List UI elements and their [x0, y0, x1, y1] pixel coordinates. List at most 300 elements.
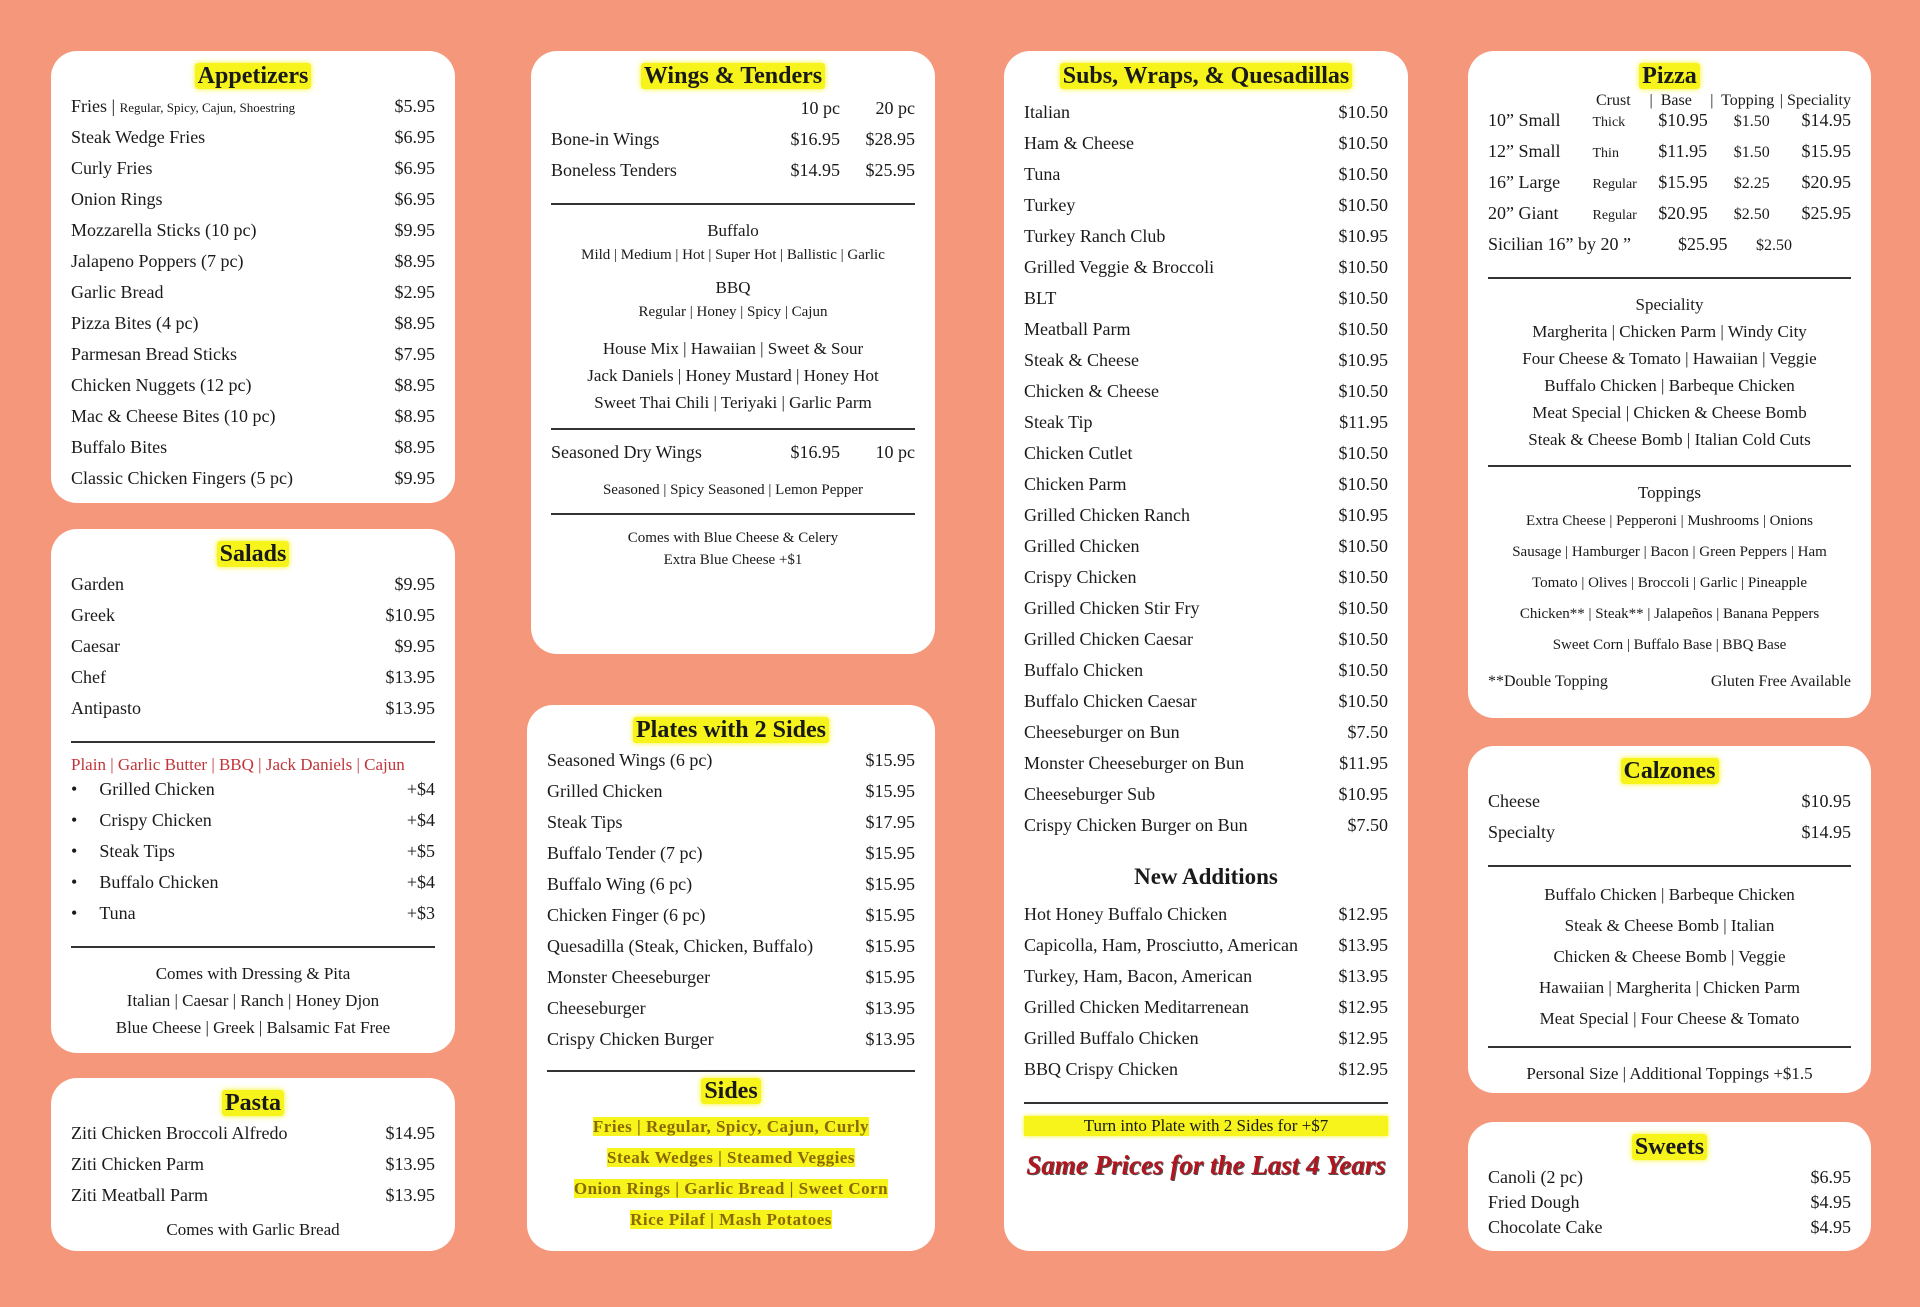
text-line: Tomato | Olives | Broccoli | Garlic | Pineapple [1531, 575, 1808, 591]
item-name: Steak Tip [1024, 412, 1093, 432]
item-name: Buffalo Chicken [99, 872, 219, 892]
section-title: Pizza [1488, 63, 1851, 90]
item-name: Quesadilla (Steak, Chicken, Buffalo) [547, 936, 814, 956]
item-name: Jalapeno Poppers (7 pc) [71, 251, 244, 271]
menu-item [71, 189, 435, 220]
item-name: Cheeseburger [547, 998, 646, 1018]
menu-item [1024, 226, 1388, 257]
item-name: Turkey [1024, 195, 1076, 215]
menu-item [71, 344, 435, 375]
item-price: $14.95 [1801, 822, 1851, 842]
item-price: $13.95 [1338, 966, 1388, 986]
menu-item [71, 127, 435, 158]
item-price: $13.95 [385, 1185, 435, 1205]
menu-item [1024, 629, 1388, 660]
menu-item [71, 220, 435, 251]
menu-item [1024, 257, 1388, 288]
pizza-card [1468, 51, 1871, 718]
menu-item [1488, 1192, 1851, 1217]
divider [551, 203, 915, 205]
item-name: BLT [1024, 288, 1057, 308]
item-price: $13.95 [385, 1154, 435, 1174]
item-price: $13.95 [865, 1029, 915, 1049]
menu-item [71, 468, 435, 499]
item-name: Mozzarella Sticks (10 pc) [71, 220, 257, 240]
slogan: Same Prices for the Last 4 Years [1026, 1150, 1386, 1180]
item-price: $10.50 [1338, 567, 1388, 587]
item-name: Crispy Chicken Burger [547, 1029, 714, 1049]
item-name: Curly Fries [71, 158, 153, 178]
item-name: Cheese [1488, 791, 1540, 811]
text-line: Hawaiian | Margherita | Chicken Parm [1539, 978, 1800, 997]
item-price: $10.95 [1338, 226, 1388, 246]
pizza-size: 16” Large [1488, 172, 1561, 192]
item-price: $15.95 [865, 874, 915, 894]
item-name: Grilled Chicken [547, 781, 663, 801]
item-name: Canoli (2 pc) [1488, 1167, 1583, 1187]
item-name: Crispy Chicken Burger on Bun [1024, 815, 1248, 835]
buffalo-title: Buffalo [707, 221, 759, 240]
item-price: $8.95 [394, 375, 435, 395]
menu-item [71, 406, 435, 437]
menu-item [71, 636, 435, 667]
text-line: Steak & Cheese Bomb | Italian Cold Cuts [1528, 430, 1811, 449]
item-price: $6.95 [394, 189, 435, 209]
pizza-size: Sicilian 16” by 20 ” [1488, 234, 1631, 254]
menu-item [551, 129, 915, 160]
menu-item [1024, 350, 1388, 381]
item-name: Classic Chicken Fingers (5 pc) [71, 468, 293, 488]
text-line: Jack Daniels | Honey Mustard | Honey Hot [587, 366, 879, 385]
menu-item [547, 967, 915, 998]
menu-item [71, 1185, 435, 1216]
pasta-card [51, 1078, 455, 1251]
pizza-base: $10.95 [1658, 110, 1708, 130]
text-line: Buffalo Chicken | Barbeque Chicken [1544, 376, 1795, 395]
dry-flavors: Seasoned | Spicy Seasoned | Lemon Pepper [602, 482, 864, 498]
section-title: Sweets [1488, 1134, 1851, 1161]
item-price: $10.95 [1801, 791, 1851, 811]
section-title: Subs, Wraps, & Quesadillas [1024, 63, 1388, 90]
item-name: Buffalo Wing (6 pc) [547, 874, 693, 894]
divider [1488, 865, 1851, 867]
text-line: Blue Cheese | Greek | Balsamic Fat Free [115, 1018, 391, 1037]
item-name: Antipasto [71, 698, 141, 718]
item-price: $8.95 [394, 251, 435, 271]
menu-item [1024, 412, 1388, 443]
menu-item [547, 936, 915, 967]
menu-item [1024, 164, 1388, 195]
item-price: $10.50 [1338, 660, 1388, 680]
pizza-size-row [1488, 203, 1851, 234]
bbq-flavors: Regular | Honey | Spicy | Cajun [638, 304, 828, 320]
item-price: $25.95 [865, 160, 915, 180]
item-price: $15.95 [865, 905, 915, 925]
item-price: $13.95 [865, 998, 915, 1018]
text-line: Comes with Dressing & Pita [155, 964, 351, 983]
sweets-card [1468, 1122, 1871, 1251]
item-price: $11.95 [1339, 753, 1388, 773]
pizza-size: 12” Small [1488, 141, 1561, 161]
text-line: Sausage | Hamburger | Bacon | Green Peppers | Ham [1512, 544, 1827, 560]
pizza-footnotes: **Double Topping Gluten Free Available [1488, 673, 1851, 690]
item-name: Specialty [1488, 822, 1555, 842]
menu-item [1024, 474, 1388, 505]
bbq-title: BBQ [715, 278, 751, 297]
item-name: Buffalo Chicken [1024, 660, 1144, 680]
item-price: $14.95 [385, 1123, 435, 1143]
item-price: $15.95 [865, 936, 915, 956]
item-price: $12.95 [1338, 997, 1388, 1017]
item-name: Meatball Parm [1024, 319, 1131, 339]
pizza-base: $11.95 [1658, 141, 1708, 161]
section-title: Wings & Tenders [551, 63, 915, 90]
item-price: $10.50 [1338, 536, 1388, 556]
sides-title: Sides [547, 1078, 915, 1105]
text-line: Sweet Thai Chili | Teriyaki | Garlic Parm [594, 393, 872, 412]
menu-item [71, 605, 435, 636]
item-price: $8.95 [394, 313, 435, 333]
item-name: Grilled Chicken [1024, 536, 1140, 556]
item-name: Turkey Ranch Club [1024, 226, 1166, 246]
menu-item [1488, 791, 1851, 822]
pizza-crust: Thick [1592, 115, 1626, 130]
item-name: Capicolla, Ham, Prosciutto, American [1024, 935, 1298, 955]
menu-item [547, 781, 915, 812]
item-name: Buffalo Bites [71, 437, 168, 457]
pasta-note: Comes with Garlic Bread [166, 1220, 340, 1239]
item-price: $9.95 [394, 574, 435, 594]
item-name: Cheeseburger on Bun [1024, 722, 1180, 742]
item-name: Monster Cheeseburger [547, 967, 711, 987]
item-price: $10.95 [1338, 784, 1388, 804]
item-name: Tuna [1024, 164, 1061, 184]
item-price: +$5 [406, 841, 435, 861]
text-line: Buffalo Chicken | Barbeque Chicken [1544, 885, 1795, 904]
pizza-base: $20.95 [1658, 203, 1708, 223]
divider [547, 1070, 915, 1072]
item-name: Chicken Parm [1024, 474, 1127, 494]
menu-item [71, 251, 435, 282]
divider [71, 946, 435, 948]
text-line: Rice Pilaf | Mash Potatoes [630, 1210, 832, 1229]
item-price: $4.95 [1810, 1192, 1851, 1212]
pizza-crust: Regular [1592, 177, 1637, 192]
menu-item [1024, 784, 1388, 815]
menu-item [71, 779, 435, 810]
pizza-size-row [1488, 110, 1851, 141]
menu-item [1488, 1167, 1851, 1192]
item-price: $17.95 [865, 812, 915, 832]
text-line: Italian | Caesar | Ranch | Honey Djon [126, 991, 380, 1010]
item-price: $10.50 [1338, 288, 1388, 308]
item-price: $9.95 [394, 220, 435, 240]
pizza-crust: Thin [1592, 146, 1619, 161]
text-line: Chicken & Cheese Bomb | Veggie [1553, 947, 1786, 966]
item-price: $10.95 [385, 605, 435, 625]
item-name: Bone-in Wings [551, 129, 660, 149]
text-line: Onion Rings | Garlic Bread | Sweet Corn [573, 1179, 889, 1198]
menu-item [547, 843, 915, 874]
item-price: $10.50 [1338, 102, 1388, 122]
menu-item [71, 667, 435, 698]
pizza-crust: Regular [1592, 208, 1637, 223]
menu-item [1024, 443, 1388, 474]
item-name: Steak Tips [547, 812, 623, 832]
new-additions-title: New Additions [1134, 864, 1278, 889]
menu-item [1024, 660, 1388, 691]
pizza-topping: $1.50 [1733, 144, 1770, 161]
menu-item [71, 1123, 435, 1154]
item-price: $10.50 [1338, 133, 1388, 153]
item-price: $14.95 [790, 160, 840, 180]
item-name: Ham & Cheese [1024, 133, 1134, 153]
calzones-footer: Personal Size | Additional Toppings +$1.5 [1526, 1064, 1813, 1083]
item-name: Tuna [99, 903, 136, 923]
subs-card [1004, 51, 1408, 1251]
item-name: Italian [1024, 102, 1070, 122]
menu-item [1488, 1217, 1851, 1242]
item-price: +$4 [406, 810, 435, 830]
item-price: $10.50 [1338, 443, 1388, 463]
item-price: $2.95 [394, 282, 435, 302]
item-name: Greek [71, 605, 115, 625]
item-name: Caesar [71, 636, 120, 656]
pizza-size-row [1488, 141, 1851, 172]
menu-item [1024, 935, 1388, 966]
item-name: Onion Rings [71, 189, 163, 209]
item-price: $28.95 [865, 129, 915, 149]
speciality-title: Speciality [1635, 295, 1704, 314]
dressing-options: Plain | Garlic Butter | BBQ | Jack Daniels | Cajun [71, 755, 405, 774]
menu-item [1024, 133, 1388, 164]
item-price: +$4 [406, 872, 435, 892]
item-name: Chicken Cutlet [1024, 443, 1133, 463]
toppings-title: Toppings [1637, 483, 1702, 502]
menu-item [71, 841, 435, 872]
item-price: $15.95 [865, 750, 915, 770]
text-line: Chicken** | Steak** | Jalapeños | Banana Peppers [1519, 606, 1820, 622]
divider [1488, 277, 1851, 279]
menu-item [71, 158, 435, 189]
item-price: $16.95 [790, 129, 840, 149]
item-name: Fried Dough [1488, 1192, 1580, 1212]
item-name: Ziti Meatball Parm [71, 1185, 208, 1205]
section-title: Plates with 2 Sides [547, 717, 915, 744]
item-price: $10.95 [1338, 505, 1388, 525]
item-price: $10.50 [1338, 474, 1388, 494]
item-name: Grilled Chicken Stir Fry [1024, 598, 1200, 618]
item-name: Chicken Finger (6 pc) [547, 905, 706, 925]
menu-item [71, 903, 435, 934]
menu-item [1024, 1028, 1388, 1059]
pizza-base: $15.95 [1658, 172, 1708, 192]
item-price: $10.50 [1338, 629, 1388, 649]
pizza-size-row [1488, 172, 1851, 203]
item-name: Chef [71, 667, 106, 687]
item-price: $6.95 [394, 158, 435, 178]
menu-item [1024, 381, 1388, 412]
menu-item [547, 998, 915, 1029]
item-name: Grilled Veggie & Broccoli [1024, 257, 1215, 277]
item-price: $9.95 [394, 468, 435, 488]
section-title: Calzones [1488, 758, 1851, 785]
item-name: Chocolate Cake [1488, 1217, 1603, 1237]
item-price: $10.50 [1338, 381, 1388, 401]
divider [1488, 465, 1851, 467]
item-name: Monster Cheeseburger on Bun [1024, 753, 1245, 773]
item-price: $8.95 [394, 437, 435, 457]
item-name: Chicken & Cheese [1024, 381, 1159, 401]
pizza-topping: $1.50 [1733, 113, 1770, 130]
menu-item [1024, 536, 1388, 567]
menu-item [1024, 722, 1388, 753]
menu-item [71, 96, 435, 127]
text-line: Meat Special | Four Cheese & Tomato [1539, 1009, 1800, 1028]
item-name: Crispy Chicken [99, 810, 212, 830]
item-price: $15.95 [865, 781, 915, 801]
divider [551, 513, 915, 515]
item-name: Grilled Chicken Meditarrenean [1024, 997, 1249, 1017]
item-name: Seasoned Wings (6 pc) [547, 750, 713, 770]
pizza-topping: $2.25 [1733, 175, 1770, 192]
pizza-base: $25.95 [1678, 234, 1728, 254]
item-price: $4.95 [1810, 1217, 1851, 1237]
menu-item [547, 812, 915, 843]
menu-item [71, 872, 435, 903]
item-price: $9.95 [394, 636, 435, 656]
menu-item [1024, 598, 1388, 629]
menu-item [71, 313, 435, 344]
item-name: Boneless Tenders [551, 160, 677, 180]
text-line: Sweet Corn | Buffalo Base | BBQ Base [1552, 637, 1787, 653]
menu-item [547, 750, 915, 781]
item-name: Grilled Buffalo Chicken [1024, 1028, 1199, 1048]
menu-item [1024, 288, 1388, 319]
item-name: Ziti Chicken Parm [71, 1154, 204, 1174]
menu-item [547, 874, 915, 905]
item-name: Steak Wedge Fries [71, 127, 206, 147]
item-price: +$3 [406, 903, 435, 923]
item-name: Fries | [71, 96, 120, 116]
plates-card [527, 705, 935, 1251]
item-name: Crispy Chicken [1024, 567, 1137, 587]
text-line: Extra Cheese | Pepperoni | Mushrooms | Onions [1526, 513, 1813, 529]
item-price: $12.95 [1338, 1028, 1388, 1048]
item-price: +$4 [406, 779, 435, 799]
calzones-card [1468, 746, 1871, 1093]
menu-item [71, 437, 435, 468]
item-price: $13.95 [1338, 935, 1388, 955]
menu-item [1024, 997, 1388, 1028]
menu-item [1024, 904, 1388, 935]
menu-item [71, 375, 435, 406]
menu-item [1024, 319, 1388, 350]
item-price: $6.95 [1810, 1167, 1851, 1187]
menu-item [1024, 1059, 1388, 1090]
item-price: $13.95 [385, 698, 435, 718]
pizza-special: $25.95 [1801, 203, 1851, 223]
item-price: $10.50 [1338, 319, 1388, 339]
menu-item: Seasoned Dry Wings $16.95 10 pc [551, 442, 915, 462]
wings-col-headers: 10 pc 20 pc [800, 98, 915, 118]
item-price: $5.95 [394, 96, 435, 116]
section-title: Salads [71, 541, 435, 568]
text-line: Comes with Blue Cheese & Celery [627, 530, 839, 546]
menu-item [1024, 195, 1388, 226]
item-price: $15.95 [865, 967, 915, 987]
menu-item [71, 574, 435, 605]
divider [71, 741, 435, 743]
item-price: $13.95 [385, 667, 435, 687]
plate-upgrade-note: Turn into Plate with 2 Sides for +$7 [1024, 1116, 1388, 1136]
section-title: Pasta [71, 1090, 435, 1117]
item-price: $6.95 [394, 127, 435, 147]
menu-item [1024, 691, 1388, 722]
menu-item [547, 1029, 915, 1060]
item-name: Garlic Bread [71, 282, 164, 302]
item-price: $10.50 [1338, 195, 1388, 215]
divider [551, 428, 915, 430]
pizza-special: $20.95 [1801, 172, 1851, 192]
buffalo-flavors: Mild | Medium | Hot | Super Hot | Ballistic | Garlic [581, 247, 885, 263]
salads-card [51, 529, 455, 1053]
menu-item [547, 905, 915, 936]
item-name: Mac & Cheese Bites (10 pc) [71, 406, 276, 426]
text-line: Meat Special | Chicken & Cheese Bomb [1532, 403, 1807, 422]
item-price: $12.95 [1338, 1059, 1388, 1079]
menu-item [1488, 822, 1851, 853]
divider [1488, 1046, 1851, 1048]
text-line: Steak Wedges | Steamed Veggies [607, 1148, 855, 1167]
pizza-topping: $2.50 [1756, 237, 1792, 254]
section-title: Appetizers [71, 63, 435, 90]
pizza-headers: Crust | Base | Topping | Speciality [1596, 92, 1851, 109]
item-price: $10.50 [1338, 691, 1388, 711]
item-price: $10.95 [1338, 350, 1388, 370]
appetizers-card [51, 51, 455, 503]
item-name: Parmesan Bread Sticks [71, 344, 237, 364]
text-line: Steak & Cheese Bomb | Italian [1564, 916, 1775, 935]
item-price: $7.50 [1347, 722, 1388, 742]
menu-item [1024, 966, 1388, 997]
item-price: $11.95 [1339, 412, 1388, 432]
item-name: Grilled Chicken Ranch [1024, 505, 1190, 525]
item-price: $8.95 [394, 406, 435, 426]
menu-item [1024, 815, 1388, 846]
pizza-topping: $2.50 [1733, 206, 1770, 223]
pizza-special: $14.95 [1801, 110, 1851, 130]
item-name: Pizza Bites (4 pc) [71, 313, 199, 333]
menu-item [71, 698, 435, 729]
item-name: Grilled Chicken Caesar [1024, 629, 1193, 649]
pizza-size-row [1488, 234, 1851, 265]
item-price: $15.95 [865, 843, 915, 863]
menu-item [551, 160, 915, 191]
item-price: $10.50 [1338, 164, 1388, 184]
item-name: Steak & Cheese [1024, 350, 1139, 370]
item-name: Ziti Chicken Broccoli Alfredo [71, 1123, 288, 1143]
item-price: $7.95 [394, 344, 435, 364]
pizza-size: 10” Small [1488, 110, 1561, 130]
item-name: Turkey, Ham, Bacon, American [1024, 966, 1253, 986]
menu-item [1024, 505, 1388, 536]
menu-item [1024, 567, 1388, 598]
menu-item [71, 1154, 435, 1185]
menu-item [1024, 753, 1388, 784]
pizza-special: $15.95 [1801, 141, 1851, 161]
item-price: $7.50 [1347, 815, 1388, 835]
